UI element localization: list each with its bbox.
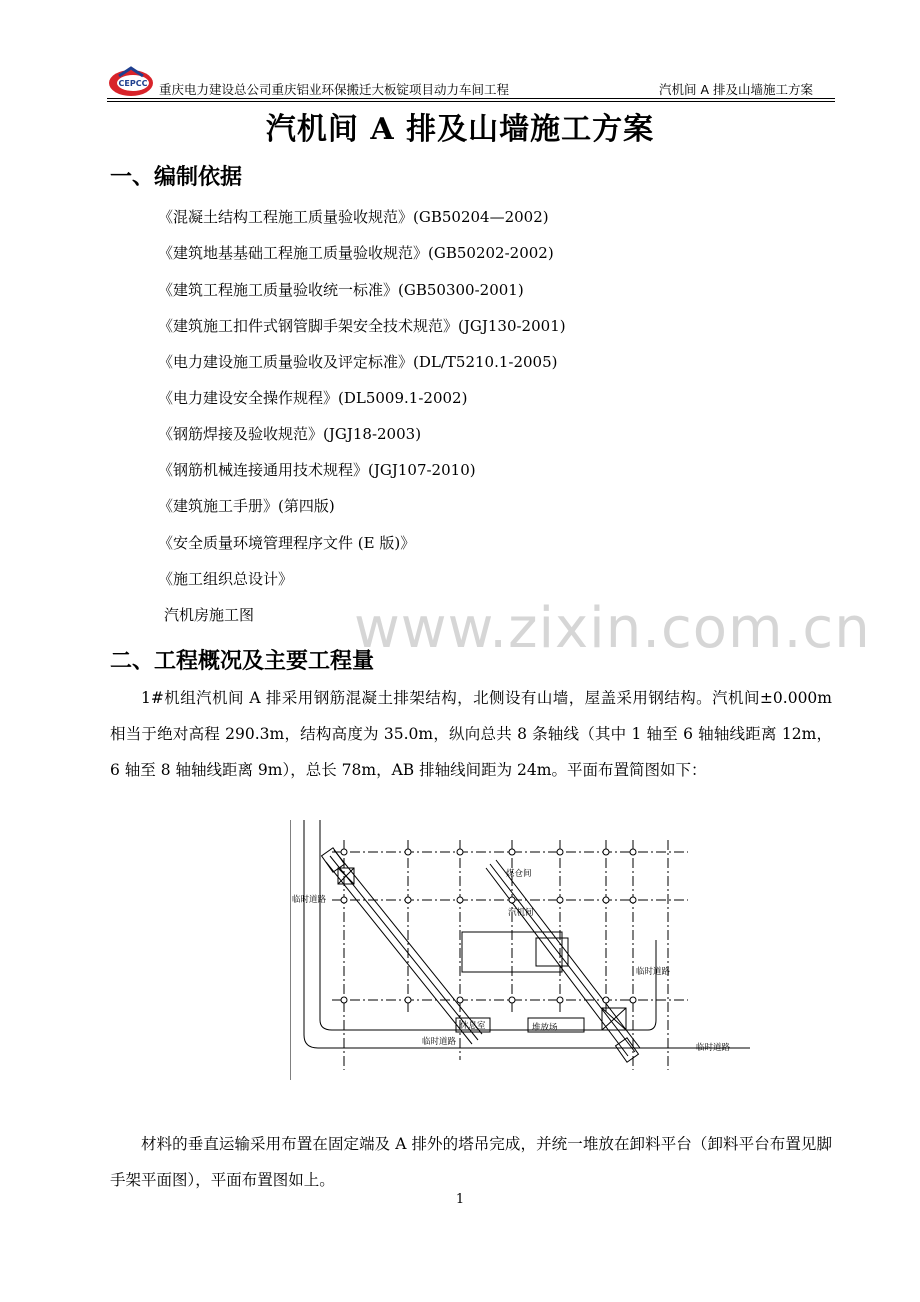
axis-marker [405, 997, 411, 1003]
axis-marker [630, 849, 636, 855]
axis-marker [509, 849, 515, 855]
label-storage-yard: 堆放场 [532, 1023, 558, 1033]
axis-marker [457, 997, 463, 1003]
reference-item: 汽机房施工图 [164, 606, 255, 624]
label-temp-road-bottom-right: 临时道路 [696, 1043, 731, 1053]
label-temp-road-right: 临时道路 [636, 967, 671, 977]
crane-boom-right [486, 860, 640, 1056]
header-document-name: 汽机间 A 排及山墙施工方案 [659, 82, 813, 97]
axis-marker [509, 997, 515, 1003]
reference-item: 《钢筋机械连接通用技术规程》(JGJ107-2010) [158, 461, 476, 479]
axis-marker [405, 849, 411, 855]
axis-marker [341, 997, 347, 1003]
axis-marker [457, 897, 463, 903]
axis-marker [557, 897, 563, 903]
turbine-block-inner [536, 938, 568, 966]
tower-crane-right [602, 1008, 626, 1030]
header-project-name: 重庆电力建设总公司重庆铝业环保搬迁大板锭项目动力车间工程 [159, 82, 510, 97]
reference-item: 《钢筋焊接及验收规范》(JGJ18-2003) [158, 425, 422, 443]
axis-marker [557, 849, 563, 855]
axis-marker [630, 997, 636, 1003]
reference-item: 《建筑施工手册》(第四版) [158, 497, 335, 515]
axis-marker [341, 849, 347, 855]
axis-marker [603, 897, 609, 903]
axis-marker [405, 897, 411, 903]
section-heading-overview: 二、工程概况及主要工程量 [110, 649, 375, 674]
axis-marker [509, 897, 515, 903]
axis-marker [557, 997, 563, 1003]
reference-item: 《电力建设施工质量验收及评定标准》(DL/T5210.1-2005) [158, 353, 558, 371]
road-boundary [304, 820, 750, 1048]
header-rule-thin [107, 101, 835, 102]
label-temp-road-bottom: 临时道路 [422, 1037, 457, 1047]
overview-paragraph: 1#机组汽机间 A 排采用钢筋混凝土排架结构，北侧设有山墙，屋盖采用钢结构。汽机间±0.000m 相当于绝对高程 290.3m，结构高度为 35.0m，纵向总共 8 条轴线（其中 1 轴至 6 轴轴线距离 12m，6 轴至 8 轴轴线距离 9m），总长 78m，AB 排轴线间距为 24m。平面布置简图如下： [110, 689, 832, 779]
axis-marker [603, 997, 609, 1003]
transport-paragraph: 材料的垂直运输采用布置在固定端及 A 排外的塔吊完成，并统一堆放在卸料平台（卸料平台布置见脚手架平面图），平面布置图如上。 [110, 1135, 832, 1189]
label-coal-bunker: 煤仓间 [506, 869, 532, 879]
logo-text: CEPCC [118, 79, 148, 88]
reference-item: 《安全质量环境管理程序文件 (E 版)》 [158, 534, 416, 552]
reference-item: 《建筑地基基础工程施工质量验收规范》(GB50202-2002) [158, 244, 554, 262]
reference-item: 《建筑工程施工质量验收统一标准》(GB50300-2001) [158, 281, 524, 299]
section-heading-basis: 一、编制依据 [110, 165, 243, 190]
reference-item: 《施工组织总设计》 [158, 570, 294, 588]
watermark: www.zixin.com.cn [354, 596, 871, 661]
label-turbine-hall: 汽机间 [508, 908, 534, 918]
company-logo [107, 66, 159, 98]
axis-marker [341, 897, 347, 903]
axis-marker [630, 897, 636, 903]
site-plan-figure [290, 820, 750, 1080]
label-temp-road-left: 临时道路 [292, 895, 327, 905]
page-number: 1 [455, 1192, 465, 1207]
document-title: 汽机间 A 排及山墙施工方案 [265, 112, 655, 147]
page-header [107, 62, 835, 102]
reference-item: 《电力建设安全操作规程》(DL5009.1-2002) [158, 389, 468, 407]
reference-item: 《建筑施工扣件式钢管脚手架安全技术规范》(JGJ130-2001) [158, 317, 566, 335]
label-rest-room: 休息室 [460, 1021, 486, 1031]
tower-crane-left [338, 868, 354, 884]
header-rule [107, 98, 835, 99]
reference-item: 《混凝土结构工程施工质量验收规范》(GB50204—2002) [158, 208, 549, 226]
axis-marker [603, 849, 609, 855]
axis-marker [457, 849, 463, 855]
